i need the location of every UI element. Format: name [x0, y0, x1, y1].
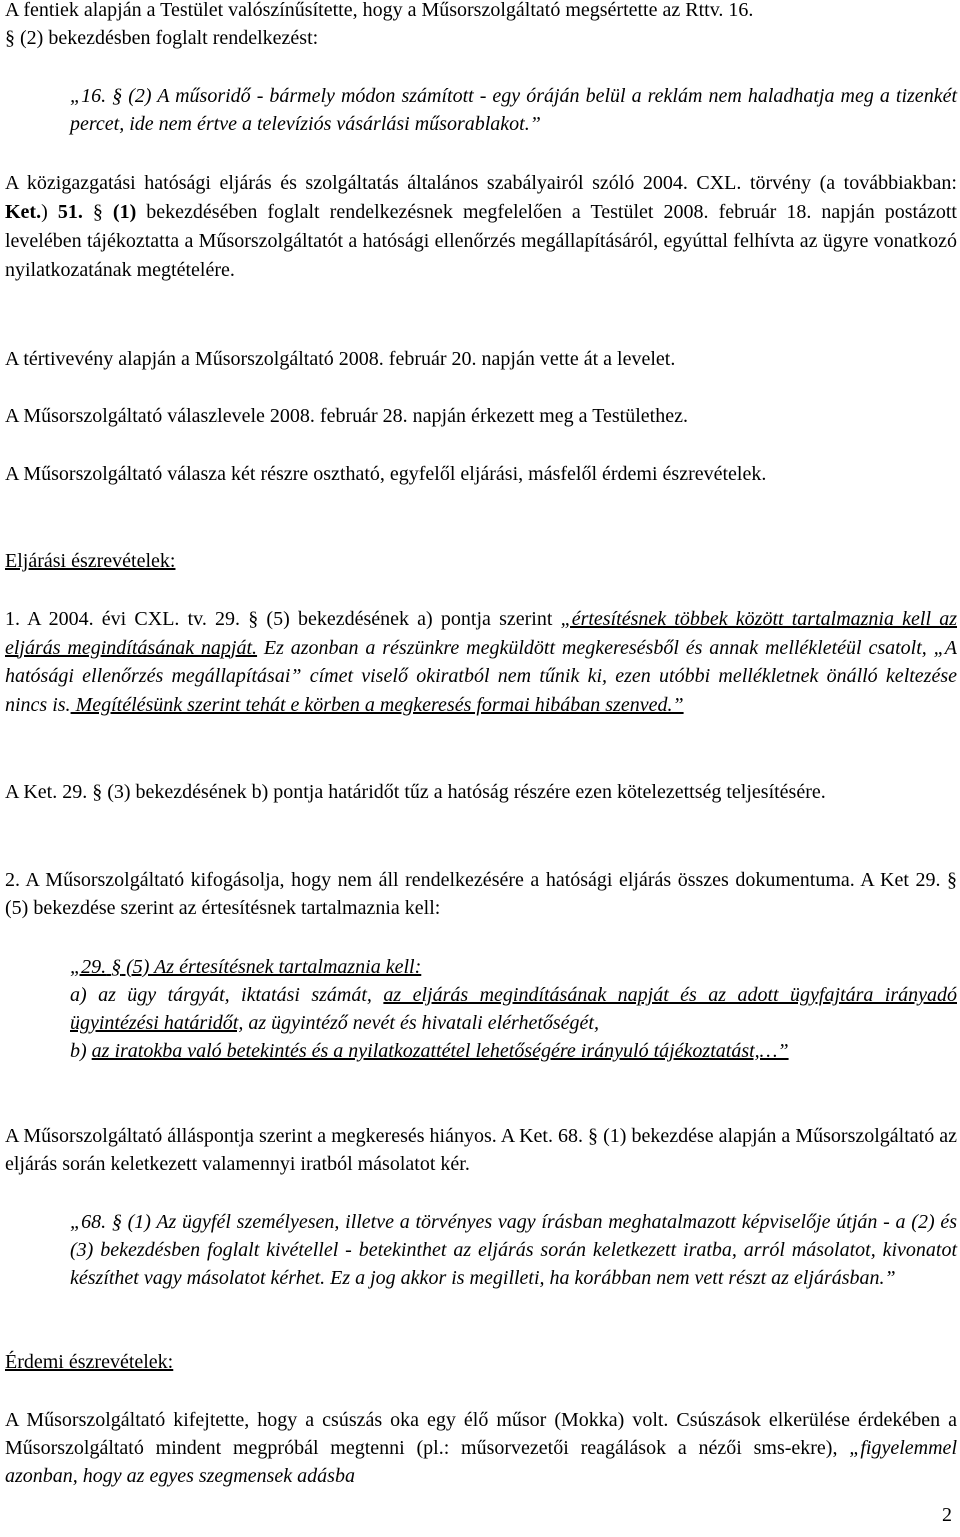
- heading-substantive: Érdemi észrevételek:: [5, 1351, 174, 1373]
- section-sign: §: [947, 869, 957, 891]
- section-sign: §: [111, 1211, 122, 1233]
- quote-ket-29-5: „29. § (5) Az értesítésnek tartalmaznia kell: a) az ügy tárgyát, iktatási számát, az eljárás megindításának napját és az adott ügyfajtára irányadó ügyintézési határidőt, az ügyintéző nevét és hivatali elérhetőségét, b) az iratokba való betekintés és a nyilatkozattétel lehetőségére irányuló tájékoztatást,…”: [70, 956, 957, 1062]
- section-sign: §: [92, 201, 103, 223]
- paragraph-reply: A Műsorszolgáltató válaszlevele 2008. február 28. napján érkezett meg a Testülethez.: [5, 405, 688, 427]
- paragraph-intro: A fentiek alapján a Testület valószínűsítette, hogy a Műsorszolgáltató megsértette az Rttv. 16. § (2) bekezdésben foglalt rendelkezést:: [5, 0, 754, 49]
- paragraph-substantive: A Műsorszolgáltató kifejtette, hogy a csúszás oka egy élő műsor (Mokka) volt. Csúszások elkerülése érdekében a Műsorszolgáltató mindent megpróbál megtenni (pl.: műsorvezetői reagálások a nézői sms-ekre), „figyelemmel azonban, hogy az egyes szegmensek adásba: [5, 1409, 957, 1487]
- paragraph-point-1: 1. A 2004. évi CXL. tv. 29. § (5) bekezdésének a) pontja szerint „értesítésnek többek között tartalmaznia kell az eljárás megindításának napját. Ez azonban a részünkre megküldött megkeresésből és annak mellékletéül csatolt, „A hatósági ellenőrzés megállapításai” címet viselő okiratból nem tűnik ki, ezen utóbbi mellékletnek önálló keltezése nincs is. Megítélésünk szerint tehát e körben a megkeresés formai hibában szenved.”: [5, 608, 958, 716]
- section-sign: §: [5, 27, 15, 49]
- section-sign: §: [112, 85, 123, 107]
- paragraph-ket-68: A Műsorszolgáltató álláspontja szerint a megkeresés hiányos. A Ket. 68. § (1) bekezdése alapján a Műsorszolgáltató az eljárás során keletkezett valamennyi iratból másolatot kér.: [5, 1125, 958, 1175]
- quote-ket-68-1: „68. § (1) Az ügyfél személyesen, illetve a törvényes vagy írásban meghatalmazott képviselője útján - a (2) és (3) bekezdésben foglalt kivétellel - betekinthet az eljárás során keletkezett iratba, arról másolatot, kivonatot készíthet vagy másolatot kérhet. Ez a jog akkor is megilleti, ha korábban nem vett részt az eljárásban.”: [70, 1211, 958, 1289]
- section-sign: §: [248, 608, 259, 630]
- page-number: 2: [942, 1504, 952, 1526]
- section-sign: §: [111, 956, 122, 978]
- paragraph-ket-29-3: A Ket. 29. § (3) bekezdésének b) pontja határidőt tűz a hatóság részére ezen kötelezettség teljesítésére.: [5, 781, 826, 803]
- paragraph-two-parts: A Műsorszolgáltató válasza két részre osztható, egyfelől eljárási, másfelől érdemi észrevételek.: [5, 463, 767, 485]
- paragraph-receipt: A tértivevény alapján a Műsorszolgáltató 2008. február 20. napján vette át a levelet.: [5, 348, 676, 370]
- paragraph-ket: A közigazgatási hatósági eljárás és szolgáltatás általános szabályairól szóló 2004. CXL. törvény (a továbbiakban: Ket.) 51. § (1) bekezdésében foglalt rendelkezésnek megfelelően a Testület 2008. február 18. napján postázott levelében tájékoztatta a Műsorszolgáltatót a hatósági ellenőrzés megállapításáról, egyúttal felhívta az ügyre vonatkozó nyilatkozatának megtételére.: [5, 172, 957, 281]
- section-sign: §: [588, 1125, 599, 1147]
- heading-procedural: Eljárási észrevételek:: [5, 550, 176, 572]
- paragraph-point-2: 2. A Műsorszolgáltató kifogásolja, hogy nem áll rendelkezésére a hatósági eljárás összes dokumentuma. A Ket 29. § (5) bekezdése szerint az értesítésnek tartalmaznia kell:: [5, 869, 957, 919]
- section-sign: §: [92, 781, 103, 803]
- quote-rttv-16: „16. § (2) A műsoridő - bármely módon számított - egy óráján belül a reklám nem haladhatja meg a tizenkét percet, ide nem értve a televíziós vásárlási műsorablakot.”: [70, 85, 957, 135]
